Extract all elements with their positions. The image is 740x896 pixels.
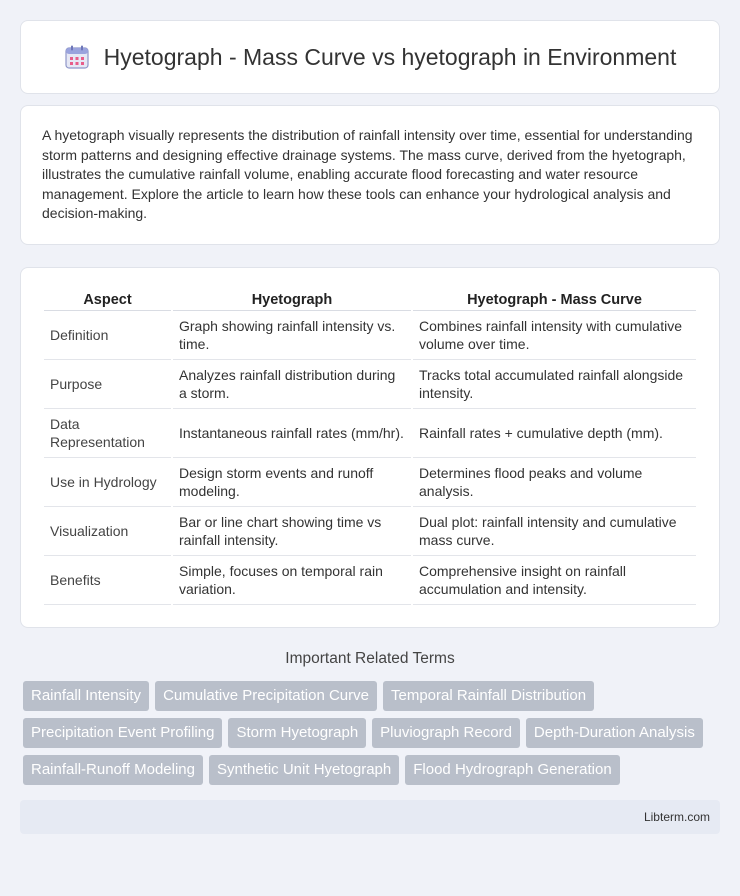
table-cell-mass-curve: Tracks total accumulated rainfall alongside intensity.: [413, 360, 696, 409]
table-cell-aspect: Benefits: [44, 556, 171, 605]
related-term-tag[interactable]: Depth-Duration Analysis: [526, 718, 703, 748]
table-cell-aspect: Use in Hydrology: [44, 458, 171, 507]
related-term-tag[interactable]: Cumulative Precipitation Curve: [155, 681, 377, 711]
table-cell-hyetograph: Graph showing rainfall intensity vs. time.: [173, 311, 411, 360]
table-row: [44, 311, 696, 360]
table-row: [44, 458, 696, 507]
table-cell-hyetograph: Design storm events and runoff modeling.: [173, 458, 411, 507]
table-cell-hyetograph: Simple, focuses on temporal rain variation.: [173, 556, 411, 605]
related-term-tag[interactable]: Synthetic Unit Hyetograph: [209, 755, 399, 785]
comparison-card: [20, 267, 720, 628]
table-row: [44, 360, 696, 409]
related-term-tag[interactable]: Rainfall Intensity: [23, 681, 149, 711]
table-cell-aspect: Purpose: [44, 360, 171, 409]
table-cell-aspect: Definition: [44, 311, 171, 360]
table-cell-mass-curve: Dual plot: rainfall intensity and cumulative mass curve.: [413, 507, 696, 556]
table-cell-hyetograph: Instantaneous rainfall rates (mm/hr).: [173, 409, 411, 458]
related-term-tag[interactable]: Temporal Rainfall Distribution: [383, 681, 594, 711]
footer: [20, 800, 720, 834]
page-title: Hyetograph - Mass Curve vs hyetograph in Environment: [103, 43, 677, 70]
table-header-row: [44, 290, 696, 311]
intro-card: [20, 105, 720, 245]
header-aspect: Aspect: [44, 290, 171, 311]
table-cell-mass-curve: Determines flood peaks and volume analysis.: [413, 458, 696, 507]
table-cell-mass-curve: Rainfall rates + cumulative depth (mm).: [413, 409, 696, 458]
related-terms-title: Important Related Terms: [285, 649, 455, 667]
related-term-tag[interactable]: Pluviograph Record: [372, 718, 520, 748]
header-card: [20, 20, 720, 94]
related-terms-list: [20, 681, 720, 785]
related-term-tag[interactable]: Storm Hyetograph: [228, 718, 366, 748]
calendar-icon: [64, 44, 90, 70]
footer-site-link[interactable]: Libterm.com: [643, 809, 710, 824]
header-hyetograph: Hyetograph: [173, 290, 411, 311]
table-cell-aspect: Data Representation: [44, 409, 171, 458]
related-term-tag[interactable]: Precipitation Event Profiling: [23, 718, 222, 748]
table-row: [44, 409, 696, 458]
comparison-table: [42, 290, 698, 605]
table-row: [44, 507, 696, 556]
table-cell-hyetograph: Analyzes rainfall distribution during a storm.: [173, 360, 411, 409]
table-cell-hyetograph: Bar or line chart showing time vs rainfall intensity.: [173, 507, 411, 556]
related-term-tag[interactable]: Flood Hydrograph Generation: [405, 755, 619, 785]
related-term-tag[interactable]: Rainfall-Runoff Modeling: [23, 755, 203, 785]
table-row: [44, 556, 696, 605]
table-cell-aspect: Visualization: [44, 507, 171, 556]
table-cell-mass-curve: Comprehensive insight on rainfall accumulation and intensity.: [413, 556, 696, 605]
header-mass-curve: Hyetograph - Mass Curve: [413, 290, 696, 311]
table-cell-mass-curve: Combines rainfall intensity with cumulative volume over time.: [413, 311, 696, 360]
intro-text: A hyetograph visually represents the distribution of rainfall intensity over time, essential for understanding storm patterns and designing effective drainage systems. The mass curve, derived from the hyetograph, illustrates the cumulative rainfall volume, enabling accurate flood forecasting and water resource management. Explore the article to learn how these tools can enhance your hydrological analysis and decision-making.: [42, 127, 693, 222]
